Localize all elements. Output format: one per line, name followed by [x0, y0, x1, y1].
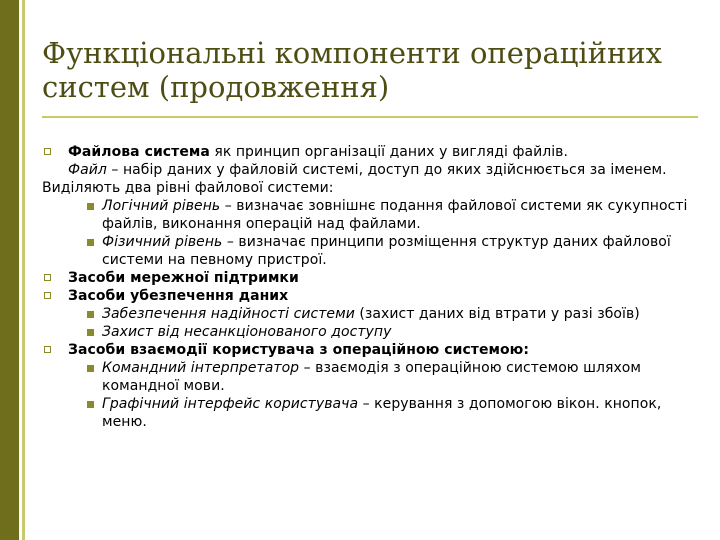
sidebar-stripe: [22, 0, 25, 540]
bullet-interaction: [42, 341, 702, 359]
gui-desc: – керування з допомогою вікон. кнопок, меню.: [102, 396, 662, 430]
security-term: Засоби убезпечення даних: [68, 288, 289, 304]
levels-intro: Виділяють два рівні файлової системи:: [42, 180, 334, 196]
file-desc: – набір даних у файловій системі, доступ до яких здійснюється за іменем.: [106, 162, 667, 178]
unauthorized-access-term: Захист від несанкціонованого доступу: [102, 324, 392, 340]
physical-level-term: Фізичний рівень: [102, 234, 223, 250]
sidebar-bar: [0, 0, 19, 540]
hollow-square-bullet-icon: [44, 274, 51, 281]
hollow-square-bullet-icon: [44, 292, 51, 299]
reliability-term: Забезпечення надійності системи: [102, 306, 355, 322]
gui-term: Графічний інтерфейс користувача: [102, 396, 359, 412]
file-system-term: Файлова система: [68, 144, 210, 160]
filled-square-bullet-icon: [87, 239, 94, 246]
title-line-2: систем (продовження): [42, 70, 390, 104]
network-term: Засоби мережної підтримки: [68, 270, 299, 286]
slide-body: [42, 143, 702, 431]
file-system-desc: як принцип організації даних у вигляді файлів.: [209, 144, 568, 160]
bullet-physical-level: [42, 233, 702, 269]
filled-square-bullet-icon: [87, 203, 94, 210]
filled-square-bullet-icon: [87, 311, 94, 318]
interaction-term: Засоби взаємодії користувача з операційною системою:: [68, 342, 529, 358]
slide-title: [42, 36, 682, 104]
bullet-security: [42, 287, 702, 305]
bullet-reliability: [42, 305, 702, 323]
physical-level-desc: – визначає принципи розміщення структур даних файлової системи на певному пристрої.: [102, 234, 671, 268]
reliability-desc: (захист даних від втрати у разі збоїв): [354, 306, 640, 322]
title-line-1: Функціональні компоненти операційних: [42, 36, 663, 70]
cli-term: Командний інтерпретатор: [102, 360, 300, 376]
bullet-logical-level: [42, 197, 702, 233]
logical-level-term: Логічний рівень: [102, 198, 221, 214]
bullet-unauthorized-access: [42, 323, 702, 341]
bullet-network: [42, 269, 702, 287]
hollow-square-bullet-icon: [44, 346, 51, 353]
filled-square-bullet-icon: [87, 401, 94, 408]
bullet-cli: [42, 359, 702, 395]
file-term: Файл: [68, 162, 107, 178]
title-divider: [42, 116, 698, 118]
hollow-square-bullet-icon: [44, 148, 51, 155]
logical-level-desc: – визначає зовнішнє подання файлової системи як сукупності файлів, виконання операцій над файлами.: [102, 198, 688, 232]
cli-desc: – взаємодія з операційною системою шляхом командної мови.: [102, 360, 642, 394]
bullet-gui: [42, 395, 702, 431]
filled-square-bullet-icon: [87, 329, 94, 336]
bullet-file-system: [42, 143, 702, 179]
filled-square-bullet-icon: [87, 365, 94, 372]
